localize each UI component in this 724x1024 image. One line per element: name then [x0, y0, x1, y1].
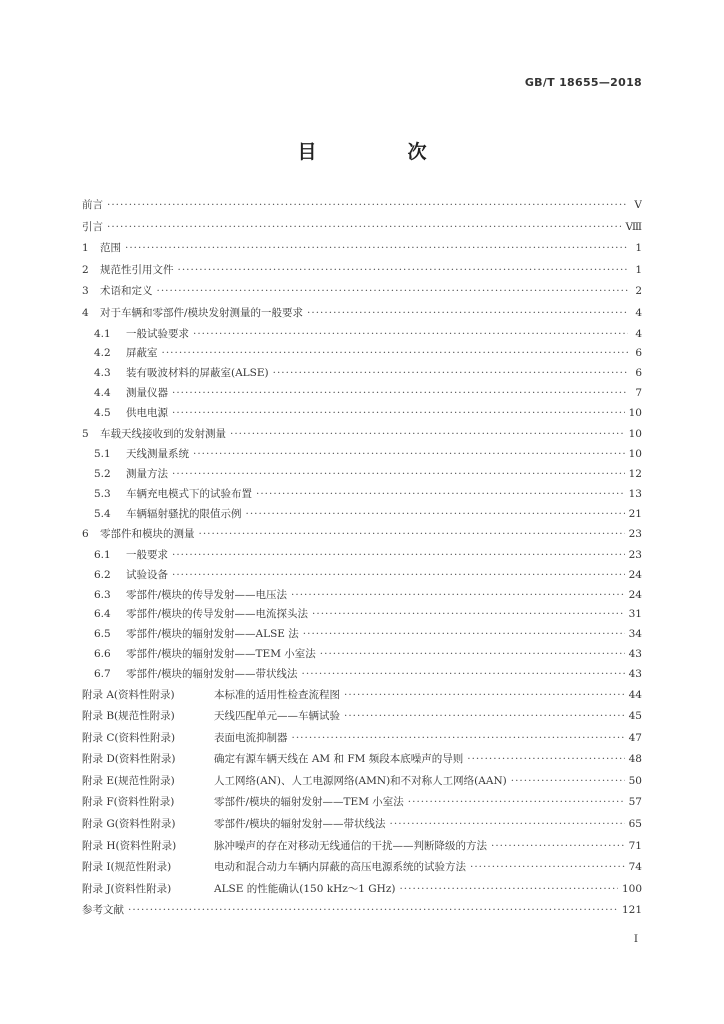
- toc-leader-dots: [125, 238, 628, 260]
- toc-entry-label: 零部件/模块的辐射发射——ALSE 法: [126, 628, 299, 641]
- toc-entry-number: 6.1: [94, 548, 111, 561]
- toc-entry[interactable]: [82, 605, 642, 625]
- toc-entry-number: 附录 A(资料性附录): [82, 688, 175, 701]
- toc-entry[interactable]: [82, 217, 642, 239]
- toc-entry-page: 45: [628, 710, 642, 723]
- toc-entry[interactable]: [82, 625, 642, 645]
- toc-entry-page: 47: [628, 731, 642, 744]
- toc-leader-dots: [256, 485, 625, 505]
- toc-entry-label: 车辆辐射骚扰的限值示例: [126, 507, 242, 520]
- toc-entry-label: 确定有源车辆天线在 AM 和 FM 频段本底噪声的导则: [214, 753, 464, 766]
- toc-leader-dots: [157, 281, 629, 303]
- toc-entry-label: 引言: [82, 220, 103, 233]
- toc-entry[interactable]: [82, 238, 642, 260]
- toc-entry-page: 7: [635, 386, 642, 399]
- toc-entry[interactable]: [82, 900, 642, 922]
- toc-entry-page: 57: [628, 796, 642, 809]
- toc-entry-label: 一般试验要求: [126, 327, 189, 340]
- toc-entry[interactable]: [82, 879, 642, 901]
- toc-leader-dots: [273, 364, 628, 384]
- toc-entry[interactable]: [82, 792, 642, 814]
- toc-entry-number: 1: [82, 242, 89, 255]
- toc-entry-number: 5.4: [94, 507, 111, 520]
- toc-entry-page: Ⅷ: [625, 220, 642, 233]
- toc-entry[interactable]: [82, 465, 642, 485]
- toc-entry[interactable]: [82, 485, 642, 505]
- toc-leader-dots: [312, 605, 625, 625]
- toc-entry-page: 4: [635, 306, 642, 319]
- toc-entry-page: 13: [628, 487, 642, 500]
- toc-leader-dots: [199, 524, 625, 546]
- toc-entry-page: 4: [635, 327, 642, 340]
- toc-entry-label: ALSE 的性能确认(150 kHz～1 GHz): [214, 882, 396, 895]
- toc-leader-dots: [470, 857, 625, 879]
- toc-entry-number: 附录 I(规范性附录): [82, 861, 172, 874]
- toc-entry-number: 4.1: [94, 327, 111, 340]
- toc-entry-label: 车载天线接收到的发射测量: [100, 427, 226, 440]
- toc-entry-page: 1: [635, 242, 642, 255]
- toc-entry-label: 规范性引用文件: [100, 263, 174, 276]
- toc-entry-label: 测量仪器: [126, 386, 168, 399]
- toc-entry-page: 34: [628, 628, 642, 641]
- toc-entry-page: 1: [635, 263, 642, 276]
- toc-entry-label: 零部件/模块的传导发射——电流探头法: [126, 608, 309, 621]
- toc-entry-page: 43: [628, 647, 642, 660]
- toc-leader-dots: [128, 900, 618, 922]
- toc-entry[interactable]: [82, 303, 642, 325]
- toc-entry-label: 对于车辆和零部件/模块发射测量的一般要求: [100, 306, 304, 319]
- toc-entry-number: 4.2: [94, 347, 111, 360]
- toc-entry-label: 零部件/模块的传导发射——电压法: [126, 588, 288, 601]
- toc-entry[interactable]: [82, 546, 642, 566]
- toc-entry-page: 100: [621, 882, 642, 895]
- toc-leader-dots: [172, 465, 625, 485]
- toc-entry-label: 天线测量系统: [126, 448, 189, 461]
- toc-entry-label: 范围: [100, 242, 121, 255]
- toc-entry[interactable]: [82, 384, 642, 404]
- toc-entry-label: 屏蔽室: [126, 347, 158, 360]
- toc-entry-label: 电动和混合动力车辆内屏蔽的高压电源系统的试验方法: [214, 861, 466, 874]
- toc-entry-page: 21: [628, 507, 642, 520]
- toc-leader-dots: [302, 665, 625, 685]
- page-number: Ⅰ: [633, 933, 638, 945]
- toc-entry-number: 6.2: [94, 568, 111, 581]
- toc-leader-dots: [246, 505, 625, 525]
- toc-entry-label: 本标准的适用性检查流程图: [214, 688, 340, 701]
- toc-entry-number: 附录 C(资料性附录): [82, 731, 176, 744]
- toc-leader-dots: [399, 879, 617, 901]
- toc-entry-number: 附录 B(规范性附录): [82, 710, 175, 723]
- toc-entry-label: 脉冲噪声的存在对移动无线通信的干扰——判断降级的方法: [214, 839, 487, 852]
- toc-entry-page: 12: [628, 467, 642, 480]
- toc-entry-number: 6.7: [94, 667, 111, 680]
- toc-entry[interactable]: [82, 424, 642, 446]
- toc-entry-number: 附录 H(资料性附录): [82, 839, 177, 852]
- toc-entry-number: 6.5: [94, 628, 111, 641]
- toc-entry-number: 附录 E(规范性附录): [82, 774, 175, 787]
- toc-entry-page: Ⅴ: [634, 199, 642, 211]
- toc-leader-dots: [107, 217, 621, 239]
- toc-entry-page: 65: [628, 818, 642, 831]
- toc-entry[interactable]: [82, 706, 642, 728]
- toc-entry-page: 24: [628, 588, 642, 601]
- toc-entry-number: 2: [82, 263, 89, 276]
- toc-entry-label: 零部件/模块的辐射发射——TEM 小室法: [126, 647, 316, 660]
- toc-entry-label: 术语和定义: [100, 285, 153, 298]
- toc-leader-dots: [107, 195, 628, 217]
- toc-entry-label: 零部件/模块的辐射发射——带状线法: [126, 667, 298, 680]
- toc-entry-label: 参考文献: [82, 904, 124, 917]
- toc-entry-number: 4: [82, 306, 89, 319]
- toc-entry-number: 3: [82, 285, 89, 298]
- toc-entry-page: 50: [628, 774, 642, 787]
- toc-leader-dots: [172, 566, 625, 586]
- toc-entry-number: 5.1: [94, 448, 111, 461]
- toc-entry-page: 23: [628, 548, 642, 561]
- toc-entry[interactable]: [82, 728, 642, 750]
- toc-leader-dots: [511, 771, 625, 793]
- toc-entry-label: 表面电流抑制器: [214, 731, 288, 744]
- toc-entry-label: 装有吸波材料的屏蔽室(ALSE): [126, 367, 269, 380]
- toc-leader-dots: [193, 325, 628, 345]
- toc-entry-number: 6.6: [94, 647, 111, 660]
- toc-entry[interactable]: [82, 586, 642, 606]
- toc-leader-dots: [230, 424, 625, 446]
- toc-entry-page: 74: [628, 861, 642, 874]
- toc-entry-label: 天线匹配单元——车辆试验: [214, 710, 340, 723]
- toc-entry[interactable]: [82, 260, 642, 282]
- toc-entry-number: 4.4: [94, 386, 111, 399]
- toc-leader-dots: [307, 303, 628, 325]
- toc-entry-number: 附录 G(资料性附录): [82, 818, 176, 831]
- toc-entry-number: 4.3: [94, 367, 111, 380]
- toc-entry-label: 人工网络(AN)、人工电源网络(AMN)和不对称人工网络(AAN): [214, 774, 507, 787]
- toc-entry-label: 零部件/模块的辐射发射——TEM 小室法: [214, 796, 404, 809]
- toc-leader-dots: [390, 814, 625, 836]
- toc-entry-page: 6: [635, 347, 642, 360]
- toc-entry[interactable]: [82, 566, 642, 586]
- toc-entry-page: 2: [635, 285, 642, 298]
- toc-entry-number: 6: [82, 528, 89, 541]
- toc-entry[interactable]: [82, 685, 642, 707]
- standard-code: GB/T 18655—2018: [524, 76, 642, 89]
- toc-entry-number: 6.4: [94, 608, 111, 621]
- toc-entry-page: 23: [628, 528, 642, 541]
- toc-entry[interactable]: [82, 524, 642, 546]
- toc-entry-number: 5: [82, 427, 89, 440]
- toc-leader-dots: [162, 344, 629, 364]
- toc-leader-dots: [303, 625, 625, 645]
- toc-entry-label: 试验设备: [126, 568, 168, 581]
- toc-entry[interactable]: [82, 814, 642, 836]
- toc-leader-dots: [172, 384, 628, 404]
- toc-entry[interactable]: [82, 195, 642, 217]
- toc-entry-label: 一般要求: [126, 548, 168, 561]
- toc-entry[interactable]: [82, 404, 642, 424]
- toc-entry-label: 零部件和模块的测量: [100, 528, 195, 541]
- toc-entry-label: 供电电源: [126, 406, 168, 419]
- toc-entry[interactable]: [82, 749, 642, 771]
- toc-entry-label: 车辆充电模式下的试验布置: [126, 487, 252, 500]
- toc-entry-page: 10: [628, 406, 642, 419]
- toc-entry-page: 6: [635, 367, 642, 380]
- toc-entry-number: 附录 D(资料性附录): [82, 753, 176, 766]
- toc-leader-dots: [193, 445, 625, 465]
- toc-leader-dots: [344, 706, 625, 728]
- table-of-contents: [82, 195, 642, 922]
- toc-leader-dots: [408, 792, 625, 814]
- toc-entry-label: 前言: [82, 199, 103, 211]
- toc-entry[interactable]: [82, 445, 642, 465]
- toc-entry[interactable]: [82, 281, 642, 303]
- toc-entry-page: 48: [628, 753, 642, 766]
- toc-entry[interactable]: [82, 505, 642, 525]
- toc-entry[interactable]: [82, 325, 642, 345]
- toc-leader-dots: [172, 404, 625, 424]
- toc-entry-page: 43: [628, 667, 642, 680]
- toc-leader-dots: [291, 586, 625, 606]
- toc-leader-dots: [178, 260, 629, 282]
- toc-entry[interactable]: [82, 364, 642, 384]
- toc-entry-number: 5.3: [94, 487, 111, 500]
- toc-leader-dots: [292, 728, 625, 750]
- toc-entry-page: 121: [621, 904, 642, 917]
- toc-leader-dots: [491, 836, 625, 858]
- toc-entry-number: 附录 J(资料性附录): [82, 882, 172, 895]
- toc-entry-page: 31: [628, 608, 642, 621]
- toc-entry-page: 10: [628, 448, 642, 461]
- page-title: 目 次: [297, 141, 463, 163]
- toc-entry-page: 71: [628, 839, 642, 852]
- toc-entry-number: 4.5: [94, 406, 111, 419]
- toc-leader-dots: [172, 546, 625, 566]
- toc-entry[interactable]: [82, 836, 642, 858]
- toc-entry-page: 10: [628, 427, 642, 440]
- toc-entry[interactable]: [82, 771, 642, 793]
- toc-entry[interactable]: [82, 857, 642, 879]
- toc-entry[interactable]: [82, 344, 642, 364]
- toc-leader-dots: [344, 685, 625, 707]
- toc-leader-dots: [467, 749, 624, 771]
- toc-entry-page: 44: [628, 688, 642, 701]
- toc-entry-number: 附录 F(资料性附录): [82, 796, 175, 809]
- toc-entry-page: 24: [628, 568, 642, 581]
- toc-leader-dots: [320, 645, 625, 665]
- toc-entry[interactable]: [82, 645, 642, 665]
- toc-entry[interactable]: [82, 665, 642, 685]
- toc-entry-label: 测量方法: [126, 467, 168, 480]
- toc-entry-number: 5.2: [94, 467, 111, 480]
- toc-entry-number: 6.3: [94, 588, 111, 601]
- toc-entry-label: 零部件/模块的辐射发射——带状线法: [214, 818, 386, 831]
